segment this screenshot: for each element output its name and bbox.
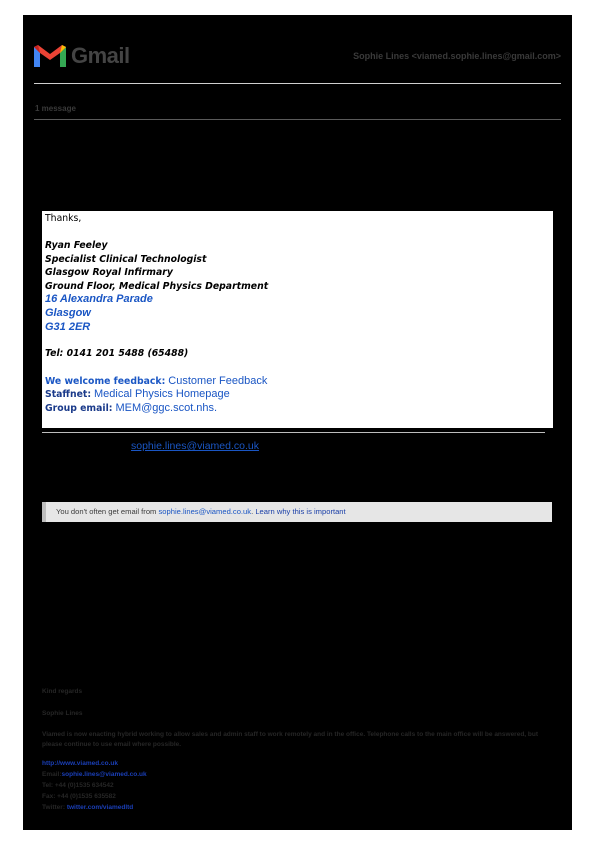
group-email-row	[45, 402, 217, 414]
sender-email-link[interactable]: sophie.lines@viamed.co.uk	[131, 440, 259, 452]
signature-divider	[42, 432, 545, 433]
footer-email-link[interactable]: sophie.lines@viamed.co.uk	[61, 771, 147, 778]
signature-role: Specialist Clinical Technologist	[45, 254, 207, 265]
signature-hospital: Glasgow Royal Infirmary	[45, 267, 173, 278]
thread-divider	[34, 119, 561, 120]
address-line-2[interactable]: Glasgow	[45, 307, 91, 319]
group-email-label: Group email:	[45, 403, 113, 414]
signature-thanks: Thanks,	[45, 213, 82, 224]
email-signature	[42, 211, 553, 428]
group-email-link[interactable]: MEM@ggc.scot.nhs.	[115, 402, 218, 414]
signature-name: Ryan Feeley	[45, 240, 108, 251]
notice-text: You don't often get email from	[56, 507, 157, 516]
footer-website-link[interactable]: http://www.viamed.co.uk	[42, 760, 118, 767]
footer-regards: Kind regards	[42, 688, 83, 695]
feedback-label: We welcome feedback:	[45, 376, 166, 387]
address-line-1[interactable]: 16 Alexandra Parade	[45, 293, 153, 305]
footer-email-label: Email:	[42, 771, 62, 778]
footer-twitter-link[interactable]: twitter.com/viamedltd	[66, 804, 134, 811]
footer-fax: Fax: +44 (0)1535 635582	[42, 793, 116, 800]
staffnet-row	[45, 388, 230, 400]
account-email: Sophie Lines <viamed.sophie.lines@gmail.com>	[353, 51, 561, 61]
staffnet-label: Staffnet:	[45, 389, 92, 400]
feedback-link[interactable]: Customer Feedback	[168, 375, 268, 387]
notice-email-link[interactable]: sophie.lines@viamed.co.uk	[158, 507, 252, 516]
footer-twitter-row	[42, 804, 133, 811]
footer-name: Sophie Lines	[42, 710, 83, 717]
learn-why-link[interactable]: Learn why this is important	[255, 507, 346, 516]
staffnet-link[interactable]: Medical Physics Homepage	[94, 388, 230, 400]
sender-notice-banner	[42, 502, 552, 522]
signature-tel: Tel: 0141 201 5488 (65488)	[45, 348, 189, 359]
signature-department: Ground Floor, Medical Physics Department	[45, 281, 269, 292]
footer-email-row	[42, 771, 147, 778]
gmail-wordmark: Gmail	[71, 43, 130, 68]
message-count: 1 message	[35, 104, 76, 113]
notice-dot: .	[251, 507, 254, 516]
email-print-page	[23, 15, 572, 830]
footer-twitter-label: Twitter:	[42, 804, 65, 811]
gmail-logo-icon	[32, 43, 68, 69]
address-postcode[interactable]: G31 2ER	[45, 321, 91, 333]
header-divider	[34, 83, 561, 84]
footer-statement: Viamed is now enacting hybrid working to allow sales and admin staff to work remotely and in the office. Telephone calls to the main office will be answered, but please continue to use email where possible.	[42, 731, 539, 748]
footer-tel: Tel: +44 (0)1535 634542	[42, 782, 114, 789]
feedback-row	[45, 375, 267, 387]
